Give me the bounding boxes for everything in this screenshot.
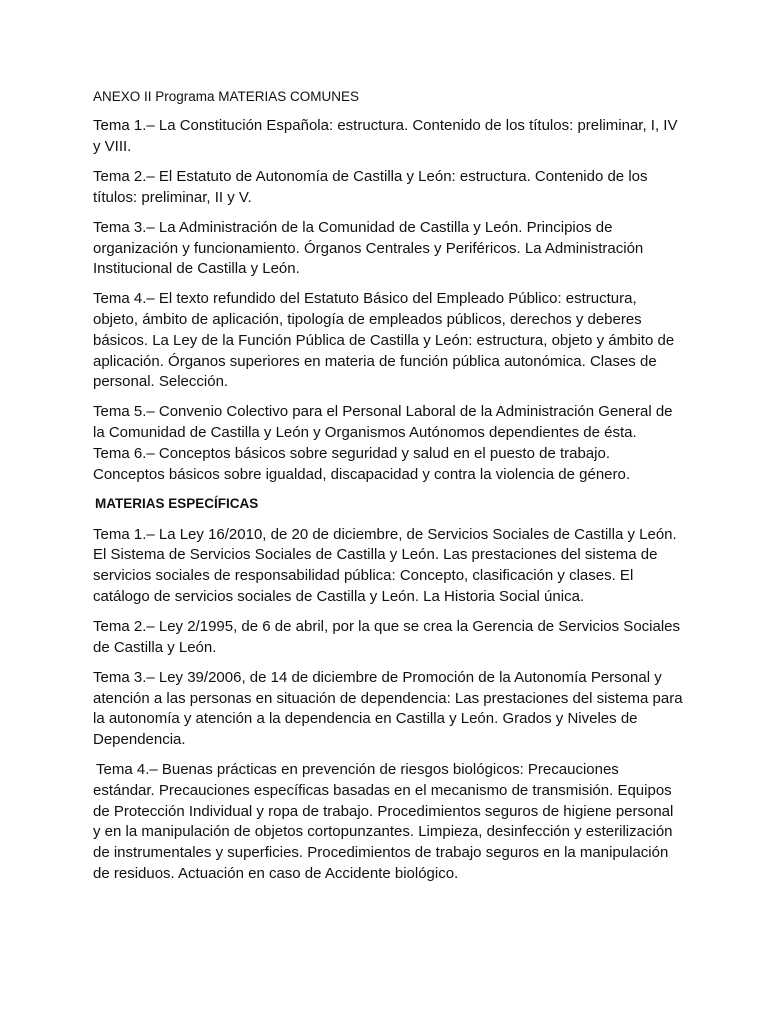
document-title: ANEXO II Programa MATERIAS COMUNES [93,89,360,104]
tema-comun-6: Tema 6.– Conceptos básicos sobre seguridad y salud en el puesto de trabajo. Conceptos básicos sobre igualdad, discapacidad y contra la violencia de género. [93,444,631,483]
section-title-especificas: MATERIAS ESPECÍFICAS [95,495,259,511]
tema-comun-3: Tema 3.– La Administración de la Comunidad de Castilla y León. Principios de organización y funcionamiento. Órganos Centrales y Periféricos. La Administración Institucional de Castilla y León. [93,218,644,278]
document-page [93,88,683,894]
tema-comun-4: Tema 4.– El texto refundido del Estatuto Básico del Empleado Público: estructura, objeto, ámbito de aplicación, tipología de empleados públicos, derechos y deberes básicos. La Ley de la Función Pública de Castilla y León: estructura, objeto y ámbito de aplicación. Órganos superiores en materia de función pública autonómica. Clases de personal. Selección. [93,290,675,391]
tema-comun-2: Tema 2.– El Estatuto de Autonomía de Castilla y León: estructura. Contenido de los títulos: preliminar, II y V. [93,167,648,206]
tema-comun-1: Tema 1.– La Constitución Española: estructura. Contenido de los títulos: preliminar, I, IV y VIII. [93,117,678,155]
tema-comun-5: Tema 5.– Convenio Colectivo para el Personal Laboral de la Administración General de la Comunidad de Castilla y León y Organismos Autónomos dependientes de ésta. [93,403,673,442]
tema-especifico-1: Tema 1.– La Ley 16/2010, de 20 de diciembre, de Servicios Sociales de Castilla y León. El Sistema de Servicios Sociales de Castilla y León. Las prestaciones del sistema de servicios sociales de responsabilidad pública: Concepto, clasificación y clases. El catálogo de servicios sociales de Castilla y León. La Historia Social única. [93,525,677,605]
tema-especifico-3: Tema 3.– Ley 39/2006, de 14 de diciembre de Promoción de la Autonomía Personal y atención a las personas en situación de dependencia: Las prestaciones del sistema para la autonomía y atención a la dependencia en Castilla y León. Grados y Niveles de Dependencia. [93,668,683,749]
tema-especifico-2: Tema 2.– Ley 2/1995, de 6 de abril, por la que se crea la Gerencia de Servicios Sociales de Castilla y León. [93,618,681,656]
tema-especifico-4: Tema 4.– Buenas prácticas en prevención de riesgos biológicos: Precauciones estándar. Precauciones específicas basadas en el mecanismo de transmisión. Equipos de Protección Individual y ropa de trabajo. Procedimientos seguros de higiene personal y en la manipulación de objetos cortopunzantes. Limpieza, desinfección y esterilización de instrumentales y superficies. Procedimientos de trabajo seguros en la manipulación de residuos. Actuación en caso de Accidente biológico. [93,761,674,882]
